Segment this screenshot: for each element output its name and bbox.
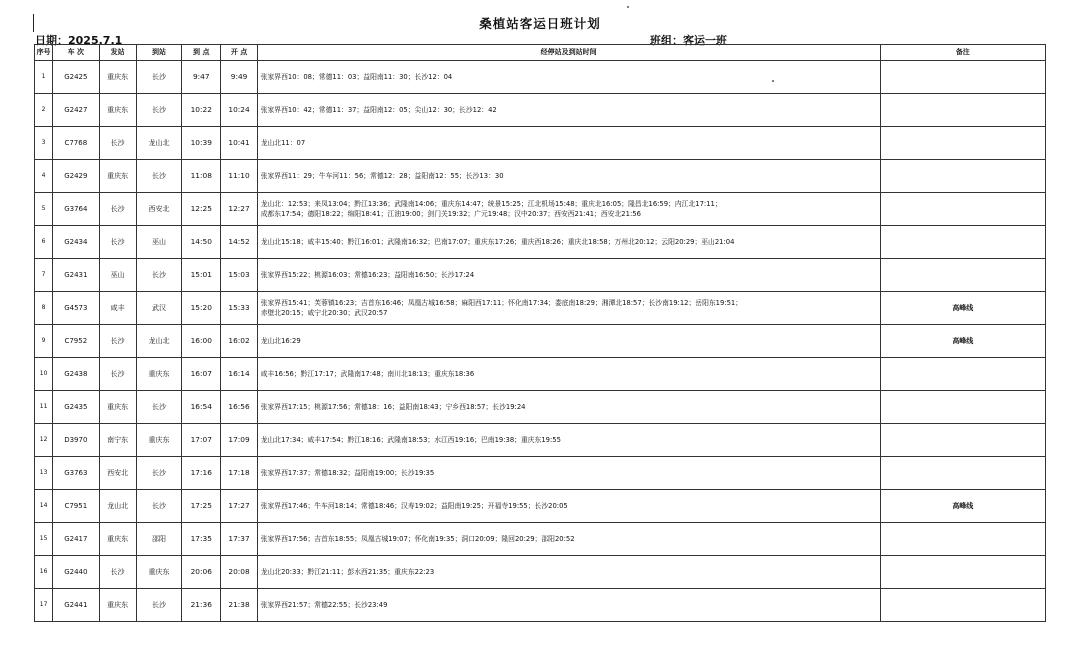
departure-time: 16:56 — [221, 391, 257, 424]
stops-line: 张家界西21:57；常德22:55；长沙23:49 — [260, 600, 388, 609]
row-seq: 5 — [35, 193, 53, 226]
table-header-row — [35, 45, 1046, 61]
note-cell — [880, 61, 1045, 94]
departure-time: 16:02 — [221, 325, 257, 358]
row-seq: 3 — [35, 127, 53, 160]
arrival-time: 15:20 — [182, 292, 221, 325]
stops-cell — [257, 127, 880, 160]
departure-time: 12:27 — [221, 193, 257, 226]
stops-line: 咸丰16:56；黔江17:17；武隆南17:48；南川北18:13；重庆东18:36 — [260, 369, 475, 378]
arrival-time: 10:39 — [182, 127, 221, 160]
arrival-time: 17:07 — [182, 424, 221, 457]
stops-line: 张家界西15:22；桃源16:03；常德16:23；益阳南16:50；长沙17:24 — [260, 270, 475, 279]
from-station: 长沙 — [99, 325, 136, 358]
departure-time: 15:33 — [221, 292, 257, 325]
departure-time: 17:27 — [221, 490, 257, 523]
arrival-time: 17:35 — [182, 523, 221, 556]
stops-line: 龙山北20:33；黔江21:11；彭水西21:35；重庆东22:23 — [260, 567, 435, 576]
note-cell — [880, 127, 1045, 160]
stops-cell — [257, 358, 880, 391]
arrival-time: 20:06 — [182, 556, 221, 589]
stops-cell — [257, 490, 880, 523]
to-station: 长沙 — [136, 391, 181, 424]
arrival-time: 16:54 — [182, 391, 221, 424]
stops-cell — [257, 523, 880, 556]
stops-cell — [257, 61, 880, 94]
table-row — [35, 589, 1046, 622]
arrival-time: 21:36 — [182, 589, 221, 622]
table-row — [35, 391, 1046, 424]
to-station: 长沙 — [136, 61, 181, 94]
from-station: 重庆东 — [99, 61, 136, 94]
note-cell: 高峰线 — [880, 490, 1045, 523]
arrival-time: 12:25 — [182, 193, 221, 226]
departure-time: 15:03 — [221, 259, 257, 292]
stops-line: 张家界西17:46；牛车河18:14；常德18:46；汉寿19:02；益阳南19:25；开福寺19:55；长沙20:05 — [260, 501, 568, 510]
train-number: D3970 — [53, 424, 99, 457]
row-seq: 6 — [35, 226, 53, 259]
col-header-arrival: 到 点 — [182, 45, 221, 61]
from-station: 重庆东 — [99, 160, 136, 193]
departure-time: 11:10 — [221, 160, 257, 193]
note-cell — [880, 358, 1045, 391]
from-station: 巫山 — [99, 259, 136, 292]
to-station: 长沙 — [136, 259, 181, 292]
stops-line: 张家界西15:41；芙蓉镇16:23；吉首东16:46；凤凰古城16:58；麻阳西17:11；怀化南17:34；娄底南18:29；湘潭北18:57；长沙南19:12；岳阳东19:51； — [260, 298, 743, 307]
arrival-time: 10:22 — [182, 94, 221, 127]
stops-line: 张家界西11：29；牛车河11：56；常德12：28；益阳南12：55；长沙13：30 — [260, 171, 504, 180]
row-seq: 4 — [35, 160, 53, 193]
table-row — [35, 127, 1046, 160]
row-seq: 11 — [35, 391, 53, 424]
train-number: G2429 — [53, 160, 99, 193]
note-cell — [880, 193, 1045, 226]
stops-line: 成都东17:54；德阳18:22；绵阳18:41；江油19:00；剑门关19:32；广元19:48；汉中20:37；西安西21:41；西安北21:56 — [260, 210, 641, 218]
stops-cell — [257, 160, 880, 193]
stops-line: 张家界西17:37；常德18:32；益阳南19:00；长沙19:35 — [260, 468, 435, 477]
to-station: 长沙 — [136, 160, 181, 193]
stops-cell — [257, 292, 880, 325]
to-station: 重庆东 — [136, 358, 181, 391]
scan-speck — [627, 6, 629, 8]
table-row — [35, 226, 1046, 259]
stops-cell — [257, 94, 880, 127]
row-seq: 15 — [35, 523, 53, 556]
stops-cell — [257, 457, 880, 490]
from-station: 咸丰 — [99, 292, 136, 325]
note-cell: 高峰线 — [880, 325, 1045, 358]
departure-time: 14:52 — [221, 226, 257, 259]
plan-date: 日期：2025.7.1 — [35, 34, 123, 47]
note-cell: 高峰线 — [880, 292, 1045, 325]
train-number: G2417 — [53, 523, 99, 556]
note-cell — [880, 160, 1045, 193]
table-row — [35, 160, 1046, 193]
row-seq: 9 — [35, 325, 53, 358]
schedule-table — [34, 44, 1046, 622]
page-title: 桑植站客运日班计划 — [479, 16, 601, 31]
note-cell — [880, 391, 1045, 424]
row-seq: 7 — [35, 259, 53, 292]
stops-cell — [257, 391, 880, 424]
stops-line: 张家界西10：08；常德11：03；益阳南11：30；长沙12：04 — [260, 72, 453, 81]
train-number: G2438 — [53, 358, 99, 391]
train-number: C7951 — [53, 490, 99, 523]
from-station: 龙山北 — [99, 490, 136, 523]
note-cell — [880, 589, 1045, 622]
row-seq: 8 — [35, 292, 53, 325]
table-row — [35, 94, 1046, 127]
team-name: 班组：客运一班 — [650, 34, 727, 47]
arrival-time: 9:47 — [182, 61, 221, 94]
table-row — [35, 292, 1046, 325]
table-row — [35, 523, 1046, 556]
row-seq: 10 — [35, 358, 53, 391]
to-station: 龙山北 — [136, 325, 181, 358]
arrival-time: 17:25 — [182, 490, 221, 523]
train-number: G2441 — [53, 589, 99, 622]
from-station: 西安北 — [99, 457, 136, 490]
stops-line: 龙山北17:34；咸丰17:54；黔江18:16；武隆南18:53；水江西19:16；巴南19:38；重庆东19:55 — [260, 435, 561, 444]
row-seq: 13 — [35, 457, 53, 490]
col-header-departure: 开 点 — [221, 45, 257, 61]
row-seq: 1 — [35, 61, 53, 94]
from-station: 长沙 — [99, 193, 136, 226]
train-number: G2435 — [53, 391, 99, 424]
to-station: 巫山 — [136, 226, 181, 259]
train-number: G2440 — [53, 556, 99, 589]
departure-time: 16:14 — [221, 358, 257, 391]
note-cell — [880, 94, 1045, 127]
stops-cell — [257, 193, 880, 226]
stops-cell — [257, 325, 880, 358]
table-row — [35, 61, 1046, 94]
from-station: 重庆东 — [99, 589, 136, 622]
note-cell — [880, 259, 1045, 292]
col-header-train: 车 次 — [53, 45, 99, 61]
stops-line: 龙山北16:29 — [260, 336, 301, 345]
stops-cell — [257, 424, 880, 457]
col-header-note: 备注 — [880, 45, 1045, 61]
stops-line: 龙山北15:18；咸丰15:40；黔江16:01；武隆南16:32；巴南17:07；重庆东17:26；重庆西18:26；重庆北18:58；万州北20:12；云阳20:29；巫山21:04 — [260, 237, 735, 246]
row-seq: 16 — [35, 556, 53, 589]
note-cell — [880, 523, 1045, 556]
row-seq: 2 — [35, 94, 53, 127]
departure-time: 17:09 — [221, 424, 257, 457]
train-number: C7952 — [53, 325, 99, 358]
arrival-time: 15:01 — [182, 259, 221, 292]
departure-time: 20:08 — [221, 556, 257, 589]
stops-line: 张家界西17:56；吉首东18:55；凤凰古城19:07；怀化南19:35；洞口20:09；隆回20:29；邵阳20:52 — [260, 534, 575, 543]
stops-line: 龙山北11：07 — [260, 138, 306, 147]
from-station: 长沙 — [99, 556, 136, 589]
arrival-time: 11:08 — [182, 160, 221, 193]
col-header-seq: 序号 — [35, 45, 53, 61]
table-row — [35, 193, 1046, 226]
from-station: 长沙 — [99, 127, 136, 160]
row-seq: 14 — [35, 490, 53, 523]
to-station: 长沙 — [136, 490, 181, 523]
col-header-stops: 经停站及到站时间 — [257, 45, 880, 61]
arrival-time: 14:50 — [182, 226, 221, 259]
row-seq: 12 — [35, 424, 53, 457]
table-row — [35, 259, 1046, 292]
train-number: G4573 — [53, 292, 99, 325]
table-row — [35, 424, 1046, 457]
to-station: 长沙 — [136, 94, 181, 127]
table-row — [35, 325, 1046, 358]
arrival-time: 17:16 — [182, 457, 221, 490]
to-station: 长沙 — [136, 589, 181, 622]
col-header-from: 发站 — [99, 45, 136, 61]
to-station: 龙山北 — [136, 127, 181, 160]
from-station: 长沙 — [99, 358, 136, 391]
table-row — [35, 556, 1046, 589]
schedule-rows — [35, 61, 1046, 622]
train-number: G2427 — [53, 94, 99, 127]
departure-time: 17:18 — [221, 457, 257, 490]
table-row — [35, 358, 1046, 391]
departure-time: 21:38 — [221, 589, 257, 622]
to-station: 西安北 — [136, 193, 181, 226]
train-number: C7768 — [53, 127, 99, 160]
from-station: 南宁东 — [99, 424, 136, 457]
departure-time: 9:49 — [221, 61, 257, 94]
train-number: G3763 — [53, 457, 99, 490]
stops-line: 张家界西17:15；桃源17:56；常德18：16；益阳南18:43；宁乡西18:57；长沙19:24 — [260, 402, 526, 411]
to-station: 重庆东 — [136, 556, 181, 589]
stops-cell — [257, 226, 880, 259]
from-station: 重庆东 — [99, 94, 136, 127]
table-row — [35, 457, 1046, 490]
to-station: 重庆东 — [136, 424, 181, 457]
stops-cell — [257, 556, 880, 589]
train-number: G2425 — [53, 61, 99, 94]
note-cell — [880, 556, 1045, 589]
arrival-time: 16:07 — [182, 358, 221, 391]
note-cell — [880, 424, 1045, 457]
train-number: G2434 — [53, 226, 99, 259]
arrival-time: 16:00 — [182, 325, 221, 358]
departure-time: 10:41 — [221, 127, 257, 160]
from-station: 重庆东 — [99, 523, 136, 556]
train-number: G3764 — [53, 193, 99, 226]
stops-line: 张家界西10：42；常德11：37；益阳南12：05；尖山12：30；长沙12：42 — [260, 105, 497, 114]
departure-time: 10:24 — [221, 94, 257, 127]
table-row — [35, 490, 1046, 523]
stops-line: 龙山北：12:53；来凤13:04；黔江13:36；武隆南14:06；重庆东14:47；统景15:25；江北机场15:48；重庆北16:05；隆昌北16:59；内江北17:11； — [260, 199, 722, 208]
stops-line: 赤壁北20:15；咸宁北20:30；武汉20:57 — [260, 309, 388, 317]
stops-cell — [257, 589, 880, 622]
departure-time: 17:37 — [221, 523, 257, 556]
stops-cell — [257, 259, 880, 292]
col-header-to: 到站 — [136, 45, 181, 61]
to-station: 邵阳 — [136, 523, 181, 556]
to-station: 长沙 — [136, 457, 181, 490]
from-station: 长沙 — [99, 226, 136, 259]
from-station: 重庆东 — [99, 391, 136, 424]
note-cell — [880, 457, 1045, 490]
note-cell — [880, 226, 1045, 259]
row-seq: 17 — [35, 589, 53, 622]
to-station: 武汉 — [136, 292, 181, 325]
train-number: G2431 — [53, 259, 99, 292]
